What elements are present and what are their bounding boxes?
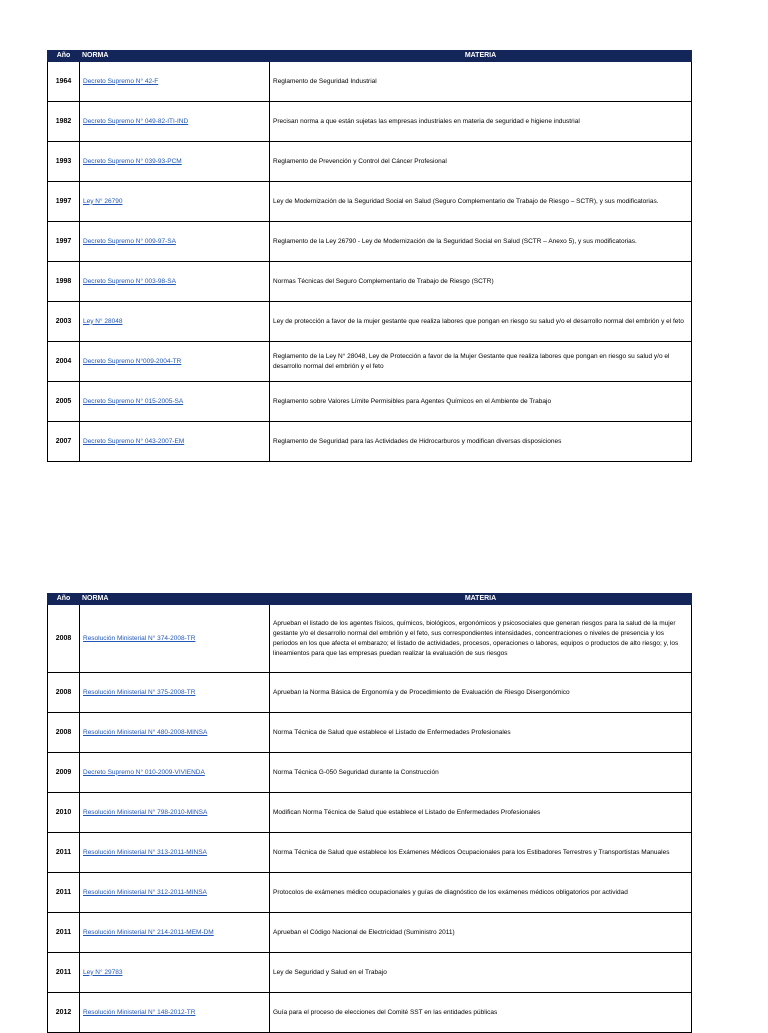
materia-cell: Guía para el proceso de elecciones del Comité SST en las entidades públicas bbox=[270, 993, 692, 1033]
norma-link[interactable]: Decreto Supremo N° 043-2007-EM bbox=[83, 437, 185, 445]
table-body bbox=[48, 62, 692, 462]
norma-link[interactable]: Resolución Ministerial N° 480-2008-MINSA bbox=[83, 728, 208, 736]
materia-cell: Reglamento sobre Valores Límite Permisibles para Agentes Químicos en el Ambiente de Trabajo bbox=[270, 382, 692, 422]
year-cell: 2009 bbox=[48, 753, 80, 793]
table-row bbox=[48, 953, 692, 993]
header-year: Año bbox=[48, 594, 80, 605]
year-cell: 2004 bbox=[48, 342, 80, 382]
materia-cell: Reglamento de Seguridad para las Actividades de Hidrocarburos y modifican diversas disposiciones bbox=[270, 422, 692, 462]
norma-link[interactable]: Resolución Ministerial N° 313-2011-MINSA bbox=[83, 848, 207, 856]
materia-cell: Modifican Norma Técnica de Salud que establece el Listado de Enfermedades Profesionales bbox=[270, 793, 692, 833]
year-cell: 2007 bbox=[48, 422, 80, 462]
materia-cell: Aprueban el Código Nacional de Electricidad (Suministro 2011) bbox=[270, 913, 692, 953]
regulations-table-1 bbox=[47, 50, 692, 462]
materia-cell: Reglamento de la Ley 26790 - Ley de Modernización de la Seguridad Social en Salud (SCTR – Anexo 5), y sus modificatorias. bbox=[270, 222, 692, 262]
table-row bbox=[48, 993, 692, 1033]
year-cell: 2011 bbox=[48, 833, 80, 873]
norma-cell bbox=[80, 62, 270, 102]
table-header-row bbox=[48, 51, 692, 62]
materia-cell: Norma Técnica de Salud que establece los Exámenes Médicos Ocupacionales para los Estibadores Terrestres y Transportistas Manuales bbox=[270, 833, 692, 873]
norma-cell bbox=[80, 102, 270, 142]
year-cell: 2008 bbox=[48, 673, 80, 713]
header-norma: NORMA bbox=[80, 51, 270, 62]
table-row bbox=[48, 713, 692, 753]
header-year: Año bbox=[48, 51, 80, 62]
norma-link[interactable]: Decreto Supremo N° 039-93-PCM bbox=[83, 157, 182, 165]
year-cell: 2011 bbox=[48, 873, 80, 913]
table-row bbox=[48, 673, 692, 713]
norma-cell bbox=[80, 713, 270, 753]
year-cell: 2010 bbox=[48, 793, 80, 833]
norma-cell bbox=[80, 262, 270, 302]
norma-link[interactable]: Resolución Ministerial N° 214-2011-MEM-DM bbox=[83, 928, 214, 936]
materia-cell: Ley de Seguridad y Salud en el Trabajo bbox=[270, 953, 692, 993]
materia-cell: Reglamento de Seguridad Industrial bbox=[270, 62, 692, 102]
table-row bbox=[48, 302, 692, 342]
norma-link[interactable]: Ley N° 26790 bbox=[83, 197, 123, 205]
year-cell: 1997 bbox=[48, 182, 80, 222]
norma-cell bbox=[80, 142, 270, 182]
norma-cell bbox=[80, 953, 270, 993]
table-body bbox=[48, 605, 692, 1033]
table-row bbox=[48, 793, 692, 833]
materia-cell: Aprueban la Norma Básica de Ergonomía y de Procedimiento de Evaluación de Riesgo Disergonómico bbox=[270, 673, 692, 713]
year-cell: 2008 bbox=[48, 605, 80, 673]
table-row bbox=[48, 753, 692, 793]
table-row bbox=[48, 182, 692, 222]
table-row bbox=[48, 342, 692, 382]
materia-cell: Ley de Modernización de la Seguridad Social en Salud (Seguro Complementario de Trabajo de Riesgo – SCTR), y sus modificatorias. bbox=[270, 182, 692, 222]
table-row bbox=[48, 422, 692, 462]
year-cell: 2005 bbox=[48, 382, 80, 422]
header-materia: MATERIA bbox=[270, 594, 692, 605]
norma-link[interactable]: Resolución Ministerial N° 798-2010-MINSA bbox=[83, 808, 208, 816]
norma-link[interactable]: Ley N° 28048 bbox=[83, 317, 123, 325]
norma-link[interactable]: Resolución Ministerial N° 374-2008-TR bbox=[83, 634, 196, 642]
norma-link[interactable]: Resolución Ministerial N° 375-2008-TR bbox=[83, 688, 196, 696]
year-cell: 2008 bbox=[48, 713, 80, 753]
table-row bbox=[48, 142, 692, 182]
materia-cell: Norma Técnica de Salud que establece el Listado de Enfermedades Profesionales bbox=[270, 713, 692, 753]
norma-cell bbox=[80, 182, 270, 222]
table-row bbox=[48, 262, 692, 302]
table-row bbox=[48, 913, 692, 953]
materia-cell: Aprueban el listado de los agentes físicos, químicos, biológicos, ergonómicos y psicosociales que generan riesgos para la salud de la mujer gestante y/o el desarrollo normal del embrión y el feto, sus correspondientes intensidades, concentraciones o niveles de presencia y los periodos en los que afecta el embarazo; el listado de actividades, procesos, operaciones o labores, equipos o productos de alto riesgo; y, los lineamientos para que las empresas puedan realizar la evaluación de sus riesgos bbox=[270, 605, 692, 673]
norma-link[interactable]: Resolución Ministerial N° 148-2012-TR bbox=[83, 1008, 196, 1016]
table-row bbox=[48, 873, 692, 913]
norma-cell bbox=[80, 913, 270, 953]
norma-cell bbox=[80, 605, 270, 673]
table-row bbox=[48, 102, 692, 142]
norma-link[interactable]: Decreto Supremo N° 42-F bbox=[83, 77, 159, 85]
year-cell: 2011 bbox=[48, 953, 80, 993]
materia-cell: Precisan norma a que están sujetas las empresas industriales en materia de seguridad e higiene industrial bbox=[270, 102, 692, 142]
year-cell: 1998 bbox=[48, 262, 80, 302]
norma-cell bbox=[80, 753, 270, 793]
table-row bbox=[48, 222, 692, 262]
year-cell: 2011 bbox=[48, 913, 80, 953]
table-row bbox=[48, 833, 692, 873]
year-cell: 2012 bbox=[48, 993, 80, 1033]
materia-cell: Ley de protección a favor de la mujer gestante que realiza labores que pongan en riesgo su salud y/o el desarrollo normal del embrión y el feto bbox=[270, 302, 692, 342]
norma-cell bbox=[80, 793, 270, 833]
norma-cell bbox=[80, 673, 270, 713]
norma-cell bbox=[80, 873, 270, 913]
norma-link[interactable]: Decreto Supremo N°009-2004-TR bbox=[83, 357, 182, 365]
year-cell: 1993 bbox=[48, 142, 80, 182]
table-row bbox=[48, 382, 692, 422]
header-materia: MATERIA bbox=[270, 51, 692, 62]
header-norma: NORMA bbox=[80, 594, 270, 605]
norma-cell bbox=[80, 382, 270, 422]
year-cell: 1997 bbox=[48, 222, 80, 262]
table-header-row bbox=[48, 594, 692, 605]
norma-link[interactable]: Decreto Supremo N° 003-98-SA bbox=[83, 277, 176, 285]
norma-cell bbox=[80, 422, 270, 462]
table-row bbox=[48, 605, 692, 673]
norma-cell bbox=[80, 222, 270, 262]
materia-cell: Normas Técnicas del Seguro Complementario de Trabajo de Riesgo (SCTR) bbox=[270, 262, 692, 302]
materia-cell: Reglamento de la Ley N° 28048, Ley de Protección a favor de la Mujer Gestante que realiza labores que pongan en riesgo su salud y/o el desarrollo normal del embrión y el feto bbox=[270, 342, 692, 382]
materia-cell: Norma Técnica G-050 Seguridad durante la Construcción bbox=[270, 753, 692, 793]
table-row bbox=[48, 62, 692, 102]
norma-link[interactable]: Decreto Supremo N° 049-82-ITI-IND bbox=[83, 117, 189, 125]
materia-cell: Protocolos de exámenes médico ocupacionales y guías de diagnóstico de los exámenes médicos obligatorios por actividad bbox=[270, 873, 692, 913]
materia-cell: Reglamento de Prevención y Control del Cáncer Profesional bbox=[270, 142, 692, 182]
norma-cell bbox=[80, 993, 270, 1033]
year-cell: 1964 bbox=[48, 62, 80, 102]
norma-link[interactable]: Ley N° 29783 bbox=[83, 968, 123, 976]
norma-cell bbox=[80, 342, 270, 382]
norma-cell bbox=[80, 833, 270, 873]
norma-link[interactable]: Decreto Supremo N° 009-97-SA bbox=[83, 237, 176, 245]
regulations-table-2 bbox=[47, 593, 692, 1033]
norma-link[interactable]: Decreto Supremo N° 010-2009-VIVIENDA bbox=[83, 768, 205, 776]
year-cell: 1982 bbox=[48, 102, 80, 142]
norma-link[interactable]: Resolución Ministerial N° 312-2011-MINSA bbox=[83, 888, 207, 896]
norma-cell bbox=[80, 302, 270, 342]
norma-link[interactable]: Decreto Supremo N° 015-2005-SA bbox=[83, 397, 184, 405]
year-cell: 2003 bbox=[48, 302, 80, 342]
